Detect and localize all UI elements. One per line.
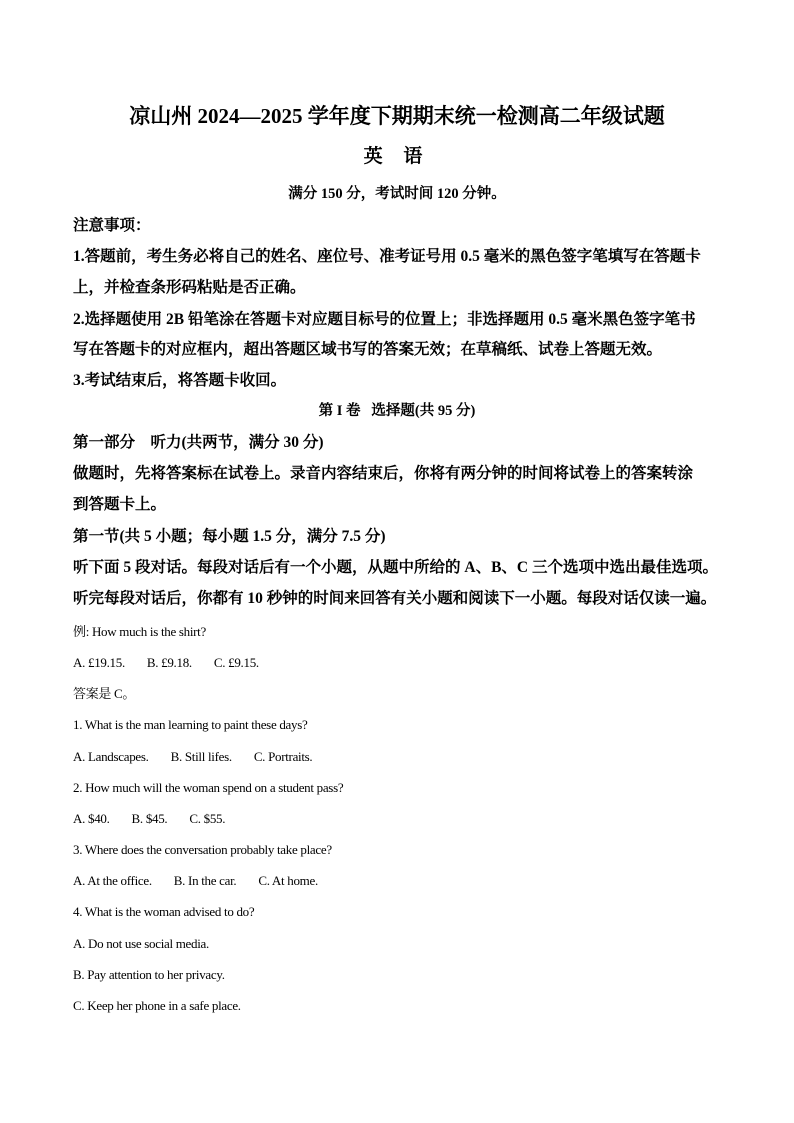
option: C. £9.15. [213, 655, 259, 670]
option: B. Pay attention to her privacy. [73, 967, 225, 982]
part-instruction: 做题时，先将答案标在试卷上。录音内容结束后，你将有两分钟的时间将试卷上的答案转涂 [73, 465, 694, 482]
option: B. £9.18. [146, 655, 192, 670]
option: C. Keep her phone in a safe place. [73, 998, 241, 1013]
option: C. At home. [258, 873, 318, 888]
part-instruction: 到答题卡上。 [73, 496, 167, 513]
question-options [73, 874, 318, 887]
option: A. $40. [73, 811, 110, 826]
option: A. Landscapes. [73, 749, 149, 764]
volume-title: 第 I 卷 选择题(共 95 分) [318, 403, 476, 419]
note-line: 上，并检查条形码粘贴是否正确。 [73, 279, 306, 296]
option: B. $45. [131, 811, 168, 826]
subsection-instruction: 听下面 5 段对话。每段对话后有一个小题，从题中所给的 A、B、C 三个选项中选出最佳选项。 [73, 559, 718, 576]
notes-heading: 注意事项： [73, 217, 151, 234]
subject-title: 英 语 [363, 146, 431, 167]
option: A. £19.15. [73, 655, 125, 670]
note-line: 3.考试结束后，将答题卡收回。 [73, 372, 287, 389]
note-line: 1.答题前，考生务必将自己的姓名、座位号、准考证号用 0.5 毫米的黑色签字笔填写在答题卡 [73, 248, 701, 265]
note-line: 2.选择题使用 2B 铅笔涂在答题卡对应题目标号的位置上；非选择题用 0.5 毫米黑色签字笔书 [73, 311, 696, 328]
exam-title: 凉山州 2024—2025 学年度下期期末统一检测高二年级试题 [129, 104, 665, 128]
option: C. Portraits. [253, 749, 313, 764]
note-line: 写在答题卡的对应框内，超出答题区域书写的答案无效；在草稿纸、试卷上答题无效。 [73, 341, 663, 358]
score-info: 满分 150 分，考试时间 120 分钟。 [288, 186, 506, 202]
subsection-instruction: 听完每段对话后，你都有 10 秒钟的时间来回答有关小题和阅读下一小题。每段对话仅读一遍。 [73, 590, 717, 607]
question: 3. Where does the conversation probably take place? [73, 842, 332, 857]
example-options [73, 656, 259, 669]
example-question: 例: How much is the shirt? [73, 624, 206, 639]
part-title: 第一部分 听力(共两节，满分 30 分) [73, 434, 324, 451]
question-options [73, 812, 225, 825]
option: B. Still lifes. [170, 749, 232, 764]
option: A. At the office. [73, 873, 152, 888]
question: 4. What is the woman advised to do? [73, 904, 255, 919]
option: C. $55. [189, 811, 226, 826]
question: 2. How much will the woman spend on a student pass? [73, 780, 344, 795]
subsection-title: 第一节(共 5 小题；每小题 1.5 分，满分 7.5 分) [73, 528, 386, 545]
option: B. In the car. [173, 873, 237, 888]
example-answer: 答案是 C。 [73, 686, 136, 701]
question-options [73, 750, 312, 763]
question: 1. What is the man learning to paint these days? [73, 717, 308, 732]
option: A. Do not use social media. [73, 936, 209, 951]
